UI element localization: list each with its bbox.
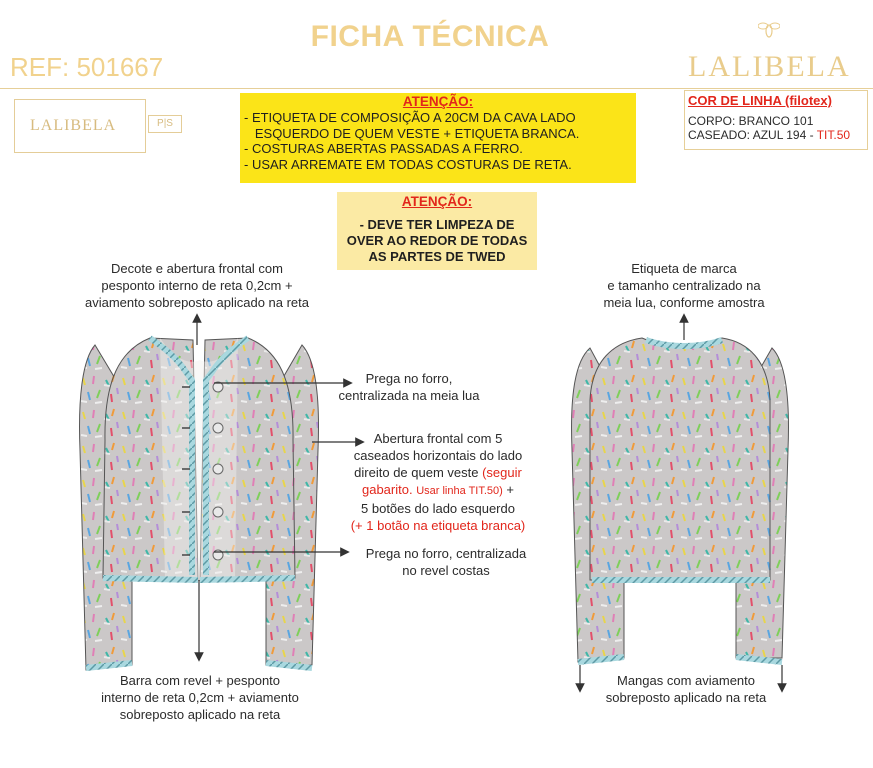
back-body	[590, 338, 770, 580]
sheet-title: FICHA TÉCNICA	[310, 20, 550, 53]
note-hem: Barra com revel + pesponto interno de reta 0,2cm + aviamento sobreposto aplicado na reta	[101, 673, 299, 722]
button-icon	[213, 507, 223, 517]
back-jacket-drawing	[572, 338, 789, 662]
note-lining-pleat: Prega no forro, centralizada na meia lua	[338, 371, 480, 403]
thread-color-title: COR DE LINHA (filotex)	[688, 93, 832, 108]
attention-line: - ETIQUETA DE COMPOSIÇÃO A 20CM DA CAVA LADO	[244, 110, 576, 125]
thread-body-line: CORPO: BRANCO 101	[688, 114, 814, 128]
note-sleeves: Mangas com aviamento sobreposto aplicado na reta	[605, 673, 767, 705]
attention-line: - USAR ARREMATE EM TODAS COSTURAS DE RETA.	[244, 156, 572, 172]
note-brand-label: Etiqueta de marca e tamanho centralizado na meia lua, conforme amostra	[603, 261, 765, 310]
button-icon	[213, 423, 223, 433]
button-icon	[213, 464, 223, 474]
size-label: P|S	[148, 115, 182, 133]
thread-code: TIT.50	[816, 128, 851, 142]
tweed-attention-title: ATENÇÃO:	[401, 194, 473, 209]
note-neckline: Decote e abertura frontal com pesponto interno de reta 0,2cm + aviamento sobreposto aplicado na reta	[84, 261, 310, 310]
note-front-opening: Abertura frontal com 5 caseados horizontais do lado direito de quem veste (seguir gabarito. Usar linha TIT.50) + 5 botões do lado esquerdo (+ 1 botão na etiqueta branca)	[350, 431, 526, 533]
tweed-attention-text: - DEVE TER LIMPEZA DE OVER AO REDOR DE TODAS AS PARTES DE TWED	[346, 217, 528, 264]
front-lining	[160, 338, 238, 580]
brand-logo: LALIBELA	[688, 50, 851, 83]
reference-number: REF: 501667	[10, 52, 164, 82]
brand-label-text: LALIBELA	[30, 117, 117, 134]
back-neck-trim	[646, 340, 722, 346]
note-back-pleat: Prega no forro, centralizada no revel costas	[365, 546, 527, 578]
attention-line: ESQUERDO DE QUEM VESTE + ETIQUETA BRANCA.	[251, 125, 580, 141]
thread-buttonhole-line: CASEADO: AZUL 194 - TIT.50	[688, 128, 851, 142]
attention-line: - COSTURAS ABERTAS PASSADAS A FERRO.	[244, 141, 523, 156]
attention-title: ATENÇÃO:	[402, 94, 474, 109]
